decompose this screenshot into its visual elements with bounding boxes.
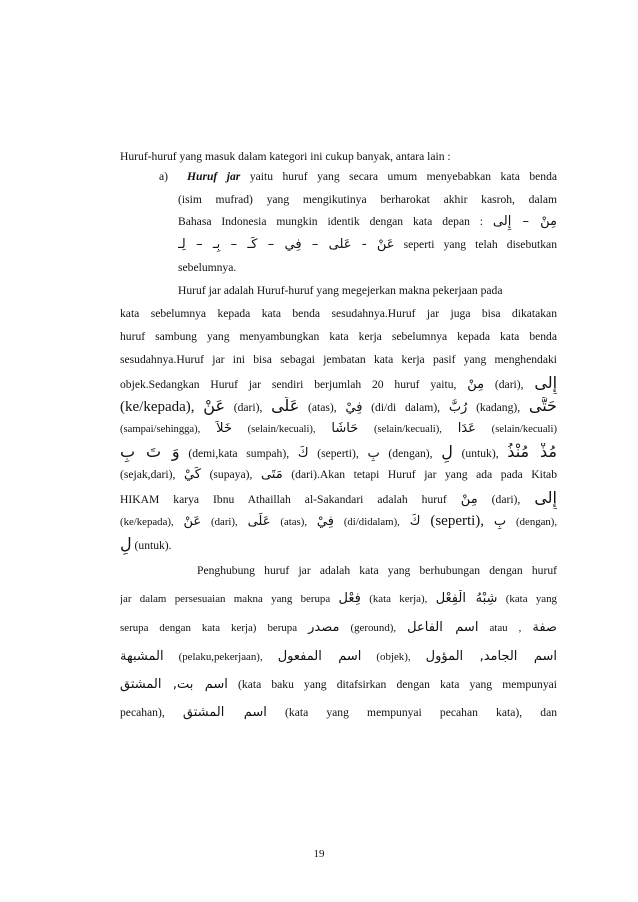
para1-line-12 (120, 535, 320, 555)
para1-line-8-arabic-3: بِ (367, 446, 380, 461)
item-a-line-5-text: sebelumnya. (178, 261, 237, 274)
para2-line-5-arabic-1: اسم بت, المشتق (120, 677, 228, 692)
item-a-line-3-arabic: مِنْ – إِلى (492, 214, 557, 229)
para2-line-1-text: Penghubung huruf jar adalah kata yang berhubungan dengan huruf (197, 564, 557, 577)
para1-line-7-text-4: (selain/kecuali) (491, 424, 557, 435)
para1-line-7-text-1: (sampai/sehingga), (120, 424, 201, 435)
para1-line-9 (120, 466, 557, 484)
para1-line-7-arabic-1: خَلاَ (216, 421, 232, 436)
para1-line-6-text-5: (kadang), (476, 401, 521, 414)
para2-line-2-text-3: (kata yang (505, 593, 557, 605)
para1-line-6-arabic-2: عَلَى (271, 397, 300, 415)
para1-line-3-text: huruf sambung yang menyambungkan kata kerja sebelumnya kepada kata benda (120, 330, 557, 343)
para2-line-4-arabic-1: المشبهة (120, 649, 164, 664)
para2-line-2-text-2: (kata kerja), (369, 593, 428, 605)
item-a-line-5 (178, 259, 478, 277)
para2-line-2-text-1: jar dalam persesuaian makna yang berupa (120, 593, 331, 605)
para1-line-5 (120, 374, 557, 394)
para1-line-8-text-2: (seperti), (317, 447, 359, 460)
para2-line-4 (120, 648, 557, 666)
para1-line-12-arabic: لِ (120, 535, 132, 553)
para1-line-8-text-1: (demi,kata sumpah), (188, 447, 290, 460)
para1-line-6-text-3: (atas), (308, 401, 337, 414)
para2-line-4-text-2: (objek), (376, 651, 411, 663)
para1-line-11-arabic-5: بِ (493, 514, 507, 529)
para2-line-3-arabic-2: اسم الفاعل (407, 620, 479, 635)
para2-line-2 (120, 590, 557, 608)
para1-line-2 (120, 305, 557, 323)
para1-line-8-text-4: (untuk), (461, 447, 499, 460)
para1-line-1 (178, 282, 557, 300)
para1-line-6-arabic-4: رُبَّ (448, 400, 468, 415)
para1-line-10-arabic-1: مِنْ (460, 492, 478, 507)
para1-line-7 (120, 420, 557, 439)
para1-line-12-text: (untuk). (134, 539, 172, 552)
para2-line-3-arabic-1: مصدر (308, 620, 340, 635)
para2-line-3-arabic-3: صفة (532, 620, 557, 635)
para1-line-1-text: Huruf jar adalah Huruf-huruf yang megejerkan makna pekerjaan pada (178, 284, 503, 297)
para1-line-8-arabic-5: مُذْ مُنْذُ (507, 443, 557, 461)
para2-line-6-arabic-1: اسم المشتق (182, 705, 267, 720)
para1-line-7-arabic-3: عَدَا (457, 421, 476, 436)
item-a-line-3-text: Bahasa Indonesia mungkin identik dengan kata depan : (178, 215, 484, 228)
page-number: 19 (313, 848, 325, 860)
intro-text: Huruf-huruf yang masuk dalam kategori ini cukup banyak, antara lain : (120, 150, 451, 163)
item-a-line-2-text: (isim mufrad) yang mengikutinya berharokat akhir kasroh, dalam (178, 193, 557, 206)
para2-line-4-arabic-2: اسم المفعول (277, 649, 362, 664)
para1-line-11-text-2: (dari), (211, 516, 238, 528)
para1-line-6-text-1: (ke/kepada), (120, 399, 195, 415)
item-a-marker: a) (159, 170, 169, 183)
para1-line-5-arabic-2: إِلى (534, 374, 557, 392)
para2-line-3-text-1: serupa dengan kata kerja) berupa (120, 622, 298, 634)
para1-line-11-arabic-2: عَلَى (247, 514, 271, 529)
para1-line-6-text-2: (dari), (233, 401, 263, 414)
para1-line-11-arabic-3: فِيْ (316, 514, 334, 529)
para2-line-3 (120, 619, 557, 637)
item-a-line-4-arabic: عَنْ - عَلى – فِي – كَـ – بِـ – لِـ (178, 237, 395, 252)
para2-line-3-text-3: atau , (489, 622, 522, 634)
para1-line-10-text-2: (dari), (491, 493, 521, 506)
para1-line-8-text-3: (dengan), (388, 447, 433, 460)
para1-line-7-text-2: (selain/kecuali), (247, 424, 316, 435)
para1-line-11-arabic-4: كَ (409, 514, 421, 529)
item-a-line-1 (159, 168, 557, 186)
item-a-line-2 (178, 191, 557, 209)
para1-line-6-arabic-1: عَنْ (203, 397, 225, 415)
para1-line-9-arabic-1: كَيْ (183, 467, 201, 482)
para2-line-6 (120, 704, 557, 722)
para1-line-2-text: kata sebelumnya kepada kata benda sesudahnya.Huruf jar juga bisa dikatakan (120, 307, 557, 320)
para1-line-11-text-3: (atas), (280, 516, 308, 528)
para1-line-4-text: sesudahnya.Huruf jar ini bisa sebagai jembatan kata kerja pasif yang menghendaki (120, 353, 557, 366)
para1-line-9-text-1: (sejak,dari), (120, 468, 176, 481)
para2-line-5 (120, 676, 557, 694)
para2-line-2-arabic-1: فِعْل (338, 591, 361, 606)
item-a-line-4 (178, 236, 557, 254)
item-a-line-3 (178, 213, 557, 231)
item-a-line-1-rest: yaitu huruf yang secara umum menyebabkan kata benda (249, 170, 557, 183)
para1-line-5-arabic-1: مِنْ (467, 377, 485, 392)
para1-line-11-text-5: (seperti), (430, 513, 485, 529)
item-a-term: Huruf jar (187, 170, 241, 183)
para2-line-3-text-2: (geround), (350, 622, 397, 634)
para1-line-5-text-2: (dari), (494, 378, 524, 391)
para1-line-6 (120, 397, 557, 417)
para1-line-8-arabic-4: لِ (441, 443, 453, 461)
para1-line-11-text-1: (ke/kepada), (120, 516, 174, 528)
para1-line-7-arabic-2: حَاشَا (331, 421, 359, 436)
para2-line-4-text-1: (pelaku,pekerjaan), (178, 651, 263, 663)
para1-line-10-text: HIKAM karya Ibnu Athaillah al-Sakandari adalah huruf (120, 493, 447, 506)
para1-line-8 (120, 443, 557, 463)
para1-line-11-text-6: (dengan), (516, 516, 557, 528)
para2-line-2-arabic-2: شِبْهُ الْفِعْل (435, 591, 498, 606)
para2-line-5-text-1: (kata baku yang ditafsirkan dengan kata yang mempunyai (238, 678, 557, 691)
para2-line-6-text-1: pecahan), (120, 706, 165, 719)
item-a-line-4-text: seperti yang telah disebutkan (403, 238, 557, 251)
para1-line-11-text-4: (di/didalam), (343, 516, 400, 528)
para1-line-9-text-2: (supaya), (209, 468, 253, 481)
para1-line-3 (120, 328, 557, 346)
para1-line-4 (120, 351, 557, 369)
para1-line-8-arabic-1: وَ تَ بِ (120, 443, 180, 461)
para2-line-1 (197, 562, 557, 580)
intro-line (120, 148, 540, 166)
para1-line-9-text-3: (dari).Akan tetapi Huruf jar yang ada pada Kitab (291, 468, 557, 481)
para1-line-10 (120, 489, 557, 509)
para1-line-6-arabic-3: فِيْ (345, 400, 363, 415)
para2-line-4-arabic-3: اسم الجامد, المؤول (425, 649, 557, 664)
para1-line-6-text-4: (di/di dalam), (371, 401, 441, 414)
para1-line-10-arabic-2: إِلى (534, 489, 557, 507)
para1-line-5-text: objek.Sedangkan Huruf jar sendiri berjumlah 20 huruf yaitu, (120, 378, 457, 391)
para2-line-6-text-2: (kata yang mempunyai pecahan kata), dan (285, 706, 557, 719)
para1-line-7-text-3: (selain/kecuali), (373, 424, 442, 435)
para1-line-8-arabic-2: كَ (297, 446, 309, 461)
para1-line-11 (120, 512, 557, 531)
para1-line-11-arabic-1: عَنْ (183, 514, 202, 529)
para1-line-6-arabic-5: حَتَّى (528, 397, 557, 415)
para1-line-9-arabic-2: مَتَى (260, 467, 283, 482)
